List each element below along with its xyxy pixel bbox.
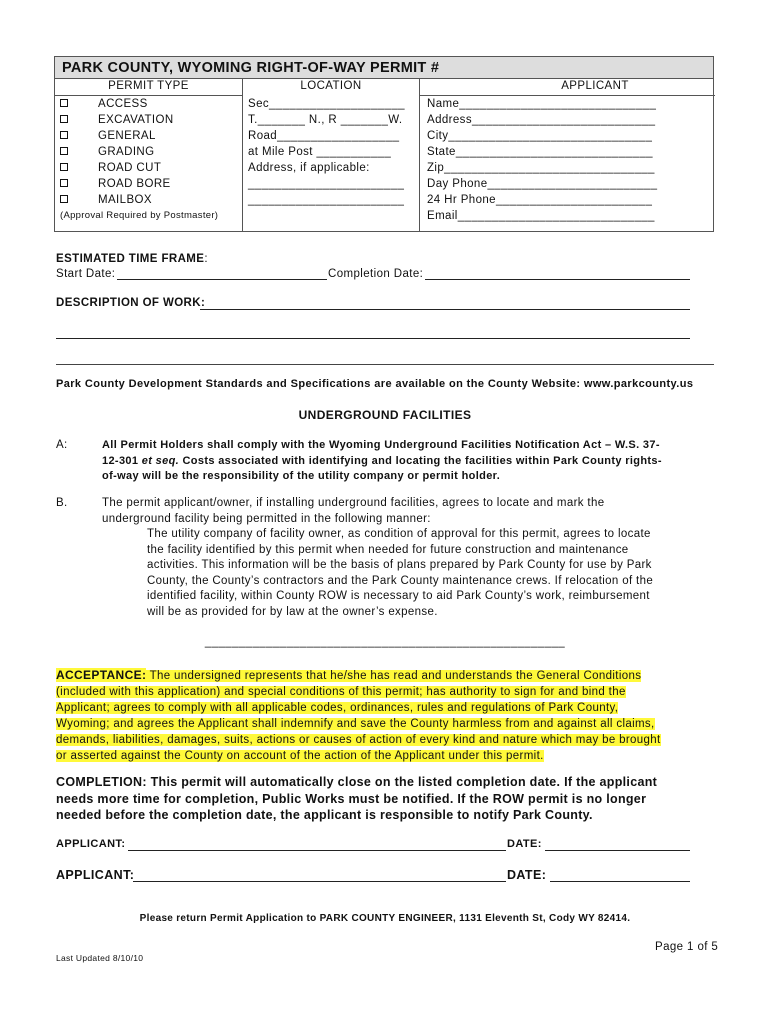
standards-note: Park County Development Standards and Specifications are available on the County Website: www.parkcounty.us — [56, 378, 694, 390]
date-field-2[interactable] — [550, 881, 690, 882]
applicant-city[interactable]: City______________________________ — [427, 130, 653, 142]
checkbox[interactable] — [60, 99, 68, 107]
applicant-signature-field-2[interactable] — [133, 881, 506, 882]
permit-type-road-bore[interactable]: ROAD BORE — [60, 176, 218, 192]
applicant-fields — [427, 96, 657, 224]
start-date-label: Start Date: — [56, 268, 116, 280]
completion-note: COMPLETION: This permit will automatically close on the listed completion date. If the applicant needs more time for completion, Public Works must be notified. If the ROW permit is no longer needed before the completion date, the applicant is responsible to notify Park County. — [56, 775, 658, 822]
checkbox[interactable] — [60, 131, 68, 139]
applicant-state[interactable]: State_____________________________ — [427, 146, 653, 158]
underground-heading: UNDERGROUND FACILITIES — [298, 408, 472, 422]
completion-date-field[interactable] — [425, 279, 690, 280]
permit-type-general[interactable]: GENERAL — [60, 128, 218, 144]
permit-type-road-cut[interactable]: ROAD CUT — [60, 160, 218, 176]
permit-title: PARK COUNTY, WYOMING RIGHT-OF-WAY PERMIT # — [55, 57, 713, 79]
checkbox[interactable] — [60, 163, 68, 171]
return-note: Please return Permit Application to PARK COUNTY ENGINEER, 1131 Eleventh St, Cody WY 82414. — [139, 913, 631, 924]
applicant-signature-label: APPLICANT: — [56, 838, 126, 850]
item-a-text: All Permit Holders shall comply with the Wyoming Underground Facilities Notification Act – W.S. 37- 12-301 et seq. Costs associated with identifying and locating the facilities within Park County rights- of-way will be the responsibility of the utility company or permit holder. — [102, 439, 662, 482]
date-label: DATE: — [507, 838, 542, 850]
permit-type-list — [60, 96, 218, 224]
location-fields — [248, 96, 405, 208]
divider-line: _____________________________________________________ — [204, 636, 566, 648]
start-date-field[interactable] — [117, 279, 327, 280]
description-field[interactable] — [200, 309, 690, 310]
applicant-day-phone[interactable]: Day Phone_________________________ — [427, 178, 658, 190]
completion-date-label: Completion Date: — [328, 268, 424, 280]
acceptance-label: ACCEPTANCE: — [56, 668, 147, 682]
permit-type-excavation[interactable]: EXCAVATION — [60, 112, 218, 128]
section-divider — [56, 364, 714, 365]
permit-type-header: PERMIT TYPE — [108, 80, 189, 92]
last-updated: Last Updated 8/10/10 — [56, 953, 144, 963]
applicant-zip[interactable]: Zip_______________________________ — [427, 162, 655, 174]
acceptance-block: ACCEPTANCE: The undersigned represents that he/she has read and understands the General Conditions (included with this application) and special conditions of this permit; has authority to sign for and bind the Applicant; agrees to comply with all applicable codes, ordinances, rules and regulations of Park County, Wyoming; and agrees the Applicant shall indemnify and save the County harmless from and against all claims, demands, liabilities, damages, suits, actions or causes of action of every kind and nature which may be brought or asserted against the County on account of the action of the Applicant under this permit. — [56, 668, 661, 762]
applicant-address[interactable]: Address___________________________ — [427, 114, 656, 126]
permit-header-box — [54, 56, 714, 232]
item-b-sub-text: The utility company of facility owner, as condition of approval for this permit, agrees to locate the facility identified by this permit when needed for future construction and maintenance activities. This information will be the basis of plans prepared by Park County for use by Park County, the County’s contractors and the Park County maintenance crews. If relocation of the identified facility, within County ROW is necessary to aid Park County’s work, reimbursement will be as provided for by law at the owner’s expense. — [147, 528, 654, 618]
item-b-label: B. — [56, 497, 68, 509]
permit-note: (Approval Required by Postmaster) — [60, 210, 219, 221]
applicant-24hr-phone[interactable]: 24 Hr Phone_______________________ — [427, 194, 653, 206]
item-a-label: A: — [56, 439, 68, 451]
location-road[interactable]: Road__________________ — [248, 130, 400, 142]
location-address-line[interactable]: _______________________ — [248, 194, 405, 206]
checkbox[interactable] — [60, 115, 68, 123]
applicant-header: APPLICANT — [561, 80, 629, 92]
location-mile-post[interactable]: at Mile Post ___________ — [248, 146, 392, 158]
item-b-text: The permit applicant/owner, if installing underground facilities, agrees to locate and mark the underground facility being permitted in the following manner: — [102, 497, 605, 525]
applicant-email[interactable]: Email_____________________________ — [427, 210, 655, 222]
description-label: DESCRIPTION OF WORK: — [56, 297, 206, 309]
applicant-name[interactable]: Name_____________________________ — [427, 98, 657, 110]
permit-type-grading[interactable]: GRADING — [60, 144, 218, 160]
location-sec[interactable]: Sec____________________ — [248, 98, 405, 110]
checkbox[interactable] — [60, 195, 68, 203]
applicant-signature-field[interactable] — [128, 850, 506, 851]
applicant-signature-label-2: APPLICANT: — [56, 868, 135, 882]
checkbox[interactable] — [60, 147, 68, 155]
column-divider — [419, 79, 420, 231]
location-address-line[interactable]: _______________________ — [248, 178, 405, 190]
location-header: LOCATION — [300, 80, 362, 92]
date-field[interactable] — [545, 850, 690, 851]
location-address-label: Address, if applicable: — [248, 162, 370, 174]
location-township-range[interactable]: T._______ N., R _______W. — [248, 114, 403, 126]
checkbox[interactable] — [60, 179, 68, 187]
permit-type-access[interactable]: ACCESS — [60, 96, 218, 112]
page-number: Page 1 of 5 — [655, 941, 719, 953]
permit-type-mailbox[interactable]: MAILBOX — [60, 192, 218, 208]
column-divider — [242, 79, 243, 231]
time-frame-heading: ESTIMATED TIME FRAME: — [56, 253, 208, 265]
date-label-2: DATE: — [507, 868, 547, 882]
description-field-line2[interactable] — [56, 338, 690, 339]
